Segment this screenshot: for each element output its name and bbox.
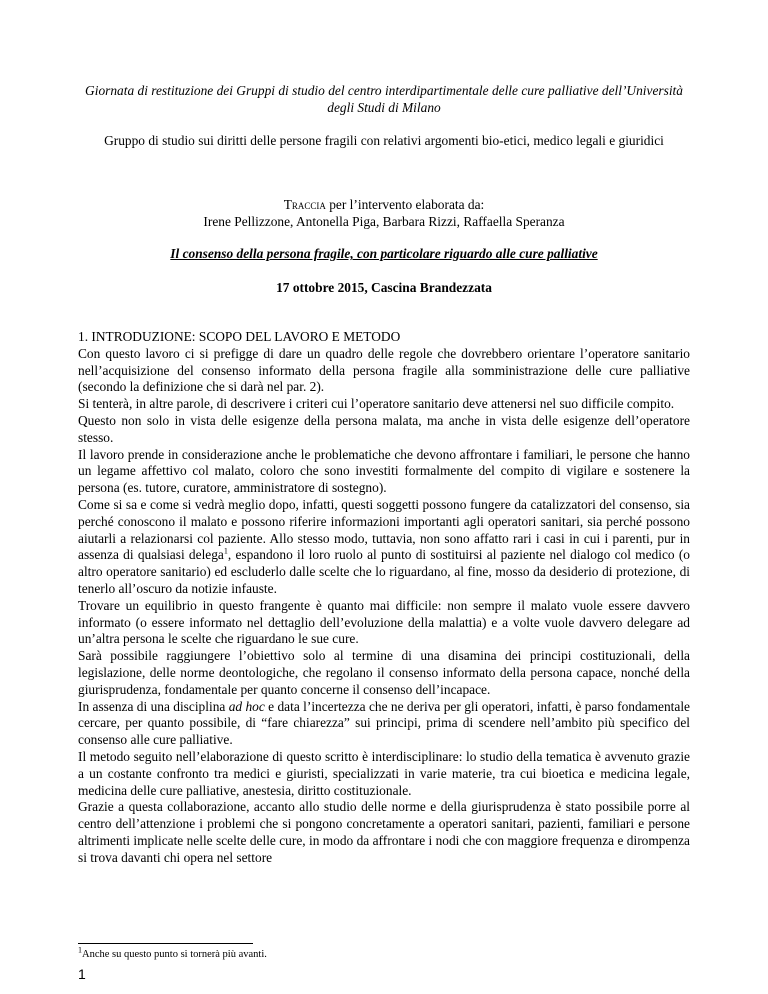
paragraph-text: e data l’incertezza che ne deriva per gli operatori, infatti, è parso fondamentale cercare, per quanto possibile, di “fare chiarezza” sui principi, prima di scendere nell’ambito più specifico del consenso alle cure palliative. — [78, 698, 690, 748]
paragraph: Il lavoro prende in considerazione anche le problematiche che devono affrontare i familiari, le persone che hanno un legame affettivo col malato, coloro che sono investiti formalmente del compito di vigilare e sostenere la persona (es. tutore, curatore, amministratore di sostegno). — [78, 446, 690, 496]
paragraph — [78, 497, 690, 598]
paragraph: Sarà possibile raggiungere l’obiettivo solo al termine di una disamina dei principi costituzionali, della legislazione, delle norme deontologiche, che regolano il consenso informato della persona capace, nonché della giurisprudenza, fondamentale per quanto concerne il consenso dell’incapace. — [78, 648, 690, 697]
paragraph: Questo non solo in vista delle esigenze della persona malata, ma anche in vista delle esigenze dell’operatore stesso. — [78, 412, 690, 445]
date-place: 17 ottobre 2015, Cascina Brandezzata — [276, 280, 492, 295]
authors-list: Irene Pellizzone, Antonella Piga, Barbara Rizzi, Raffaella Speranza — [203, 214, 565, 229]
footnote-mark: 1 — [78, 945, 82, 955]
paragraph-text: , espandono il loro ruolo al punto di sostituirsi al paziente nel dialogo col medico (o altro operatore sanitario) ed escluderlo dalle scelte che lo riguardano, al fine, mosso da desiderio di protezione, di tenerlo all’oscuro da notizie infauste. — [78, 547, 691, 596]
traccia-label: Traccia — [283, 197, 326, 212]
event-title: Giornata di restituzione dei Gruppi di studio del centro interdipartimentale delle cure palliative dell’Università degli Studi di Milano — [85, 83, 683, 115]
study-group-title: Gruppo di studio sui diritti delle persone fragili con relativi argomenti bio-etici, medico legali e giuridici — [104, 133, 664, 148]
traccia-rest: per l’intervento elaborata da: — [325, 197, 485, 212]
paragraph: Grazie a questa collaborazione, accanto allo studio delle norme e della giurisprudenza è stato possibile porre al centro dell’attenzione i problemi che si pongono concretamente a operatori sanitari, pazienti, familiari e persone altrimenti implicate nelle scelte delle cure, in modo da affrontare i nodi che con maggiore frequenza e dirompenza si trova davanti chi opera nel settore — [78, 799, 690, 865]
footnote — [78, 945, 267, 961]
paragraph: Con questo lavoro ci si prefigge di dare un quadro delle regole che dovrebbero orientare l’operatore sanitario nell’acquisizione del consenso informato della persona fragile alla somministrazione delle cure palliative (secondo la definizione che si darà nel par. 2). — [78, 345, 690, 395]
paper-title: Il consenso della persona fragile, con particolare riguardo alle cure palliative — [170, 246, 598, 261]
footnote-divider — [78, 943, 253, 944]
authors-block — [78, 196, 690, 230]
footnote-text: Anche su questo punto si tornerà più avanti. — [82, 949, 267, 960]
section-body — [78, 329, 690, 867]
page-number: 1 — [78, 966, 86, 982]
paragraph: Trovare un equilibrio in questo frangente è quanto mai difficile: non sempre il malato vuole essere davvero informato (o essere informato nel dettaglio dell’evoluzione della malattia) e a volte vuole davvero delegare ad un’altra persona le scelte che riguardano le sue cure. — [78, 597, 690, 647]
paragraph — [78, 699, 690, 749]
footnote-reference[interactable]: 1 — [223, 546, 228, 556]
italic-term: ad hoc — [228, 698, 265, 714]
paragraph-text: In assenza di una disciplina — [78, 698, 229, 714]
section-heading: 1. INTRODUZIONE: SCOPO DEL LAVORO E METODO — [78, 329, 401, 344]
paragraph: Si tenterà, in altre parole, di descrivere i criteri cui l’operatore sanitario deve attenersi nel suo difficile compito. — [78, 396, 675, 412]
paragraph: Il metodo seguito nell’elaborazione di questo scritto è interdisciplinare: lo studio della tematica è avvenuto grazie a un costante confronto tra medici e giuristi, specializzati in varie materie, tra cui bioetica e medicina legale, medicina delle cure palliative, anestesia, diritto costituzionale. — [78, 748, 690, 798]
paragraph-text: Come si sa e come si vedrà meglio dopo, infatti, questi soggetti possono fungere da catalizzatori del consenso, sia perché conoscono il malato e possono riferire informazioni importanti agli operatori sanitari, sia perché possono aiutarli a relazionarsi col paziente. Allo stesso modo, tuttavia, non sono affatto rari i casi in cui i parenti, pur in assenza di qualsiasi delega — [78, 496, 690, 563]
